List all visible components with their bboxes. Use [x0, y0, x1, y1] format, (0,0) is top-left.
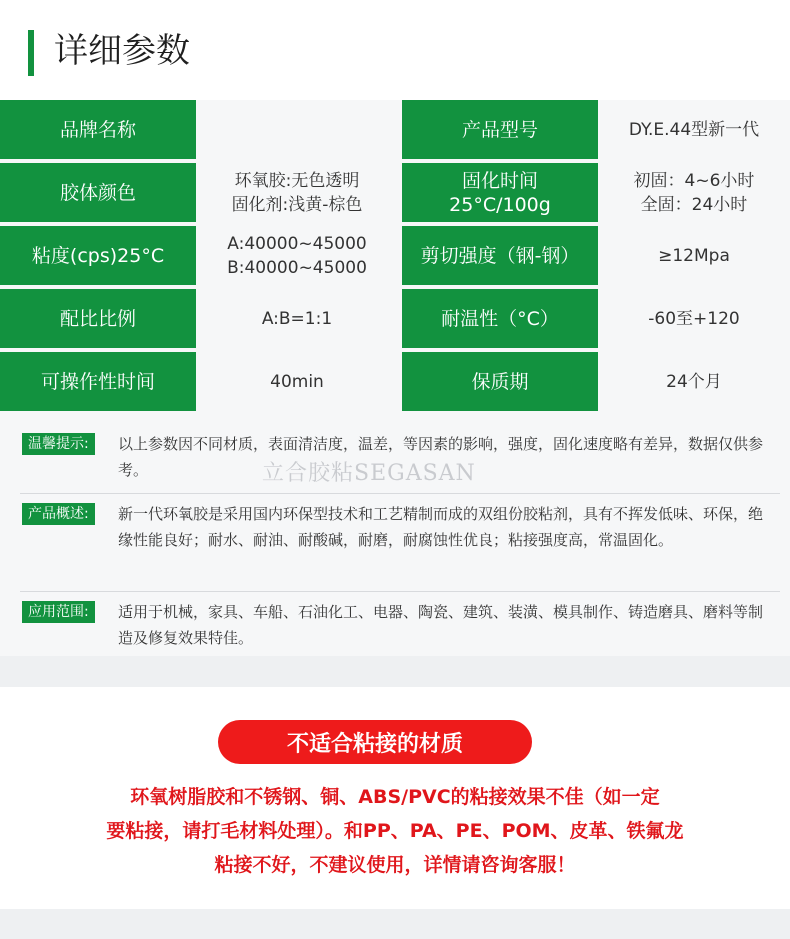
param-label: 保质期 [402, 352, 598, 411]
param-row-ratio [0, 289, 790, 348]
note-tag: 应用范围: [22, 601, 95, 623]
param-value: -60至+120 [598, 289, 790, 348]
param-label: 配比比例 [0, 289, 196, 348]
section-header [0, 0, 790, 100]
param-row-brand [0, 100, 790, 159]
warning-line: 要粘接，请打毛材料处理）。和PP、PA、PE、POM、皮革、铁氟龙 [106, 820, 684, 842]
brand-watermark: 立合胶粘SEGASAN [262, 461, 476, 486]
param-label: 粘度(cps)25°C [0, 226, 196, 285]
param-label: 胶体颜色 [0, 163, 196, 222]
note-text: 以上参数因不同材质，表面清洁度，温差，等因素的影响，强度，固化速度略有差异，数据仅供参考。 [118, 435, 764, 479]
section-title: 详细参数 [54, 31, 190, 71]
param-value: 40min [196, 352, 398, 411]
notes-section [0, 411, 790, 656]
note-overview [20, 503, 780, 592]
warning-line: 粘接不好，不建议使用，详情请咨询客服！ [214, 854, 576, 876]
unsuitable-title-badge: 不适合粘接的材质 [218, 720, 532, 764]
param-value: 环氧胶:无色透明 固化剂:浅黄-棕色 [196, 163, 398, 222]
param-value: A:40000~45000 B:40000~45000 [196, 226, 398, 285]
param-label: 耐温性（°C） [402, 289, 598, 348]
param-row-viscosity [0, 226, 790, 285]
note-tag: 温馨提示: [22, 433, 95, 455]
param-label: 可操作性时间 [0, 352, 196, 411]
param-row-color [0, 163, 790, 222]
note-text: 适用于机械，家具、车船、石油化工、电器、陶瓷、建筑、装潢、模具制作、铸造磨具、磨料等制造及修复效果特佳。 [118, 603, 764, 647]
note-tag: 产品概述: [22, 503, 95, 525]
param-label: 产品型号 [402, 100, 598, 159]
param-label: 品牌名称 [0, 100, 196, 159]
param-value: 24个月 [598, 352, 790, 411]
param-value: 初固：4~6小时 全固：24小时 [598, 163, 790, 222]
param-value [196, 100, 398, 159]
title-accent-bar [28, 30, 34, 76]
warning-line: 环氧树脂胶和不锈钢、铜、ABS/PVC的粘接效果不佳（如一定 [130, 786, 660, 808]
param-label: 剪切强度（钢-钢） [402, 226, 598, 285]
param-label: 固化时间 25°C/100g [402, 163, 598, 222]
note-text: 新一代环氧胶是采用国内环保型技术和工艺精制而成的双组份胶粘剂，具有不挥发低味、环保，绝缘性能良好；耐水、耐油、耐酸碱，耐磨，耐腐蚀性优良；粘接强度高，常温固化。 [118, 505, 764, 549]
param-value: ≥12Mpa [598, 226, 790, 285]
param-value: DY.E.44型新一代 [598, 100, 790, 159]
parameter-table [0, 100, 790, 411]
param-row-worktime [0, 352, 790, 411]
note-applications [20, 601, 780, 657]
param-value: A:B=1:1 [196, 289, 398, 348]
